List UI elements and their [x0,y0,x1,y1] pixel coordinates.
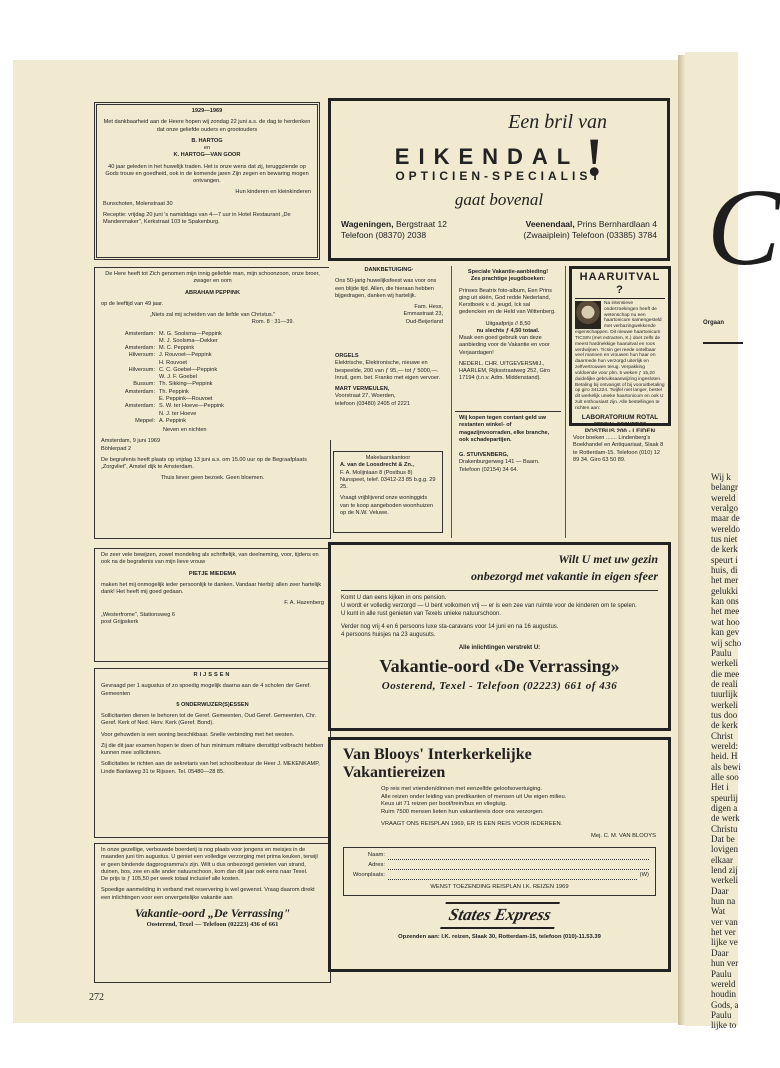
rijssen-p3: Zij die dit jaar examen hopen te doen of hun minimum militaire diensttijd volbracht hebben kunnen mee solliciteren. [101,742,324,757]
dankbetuiging-sign2: Emmastraat 23, [403,311,443,318]
rijssen-title: RIJSSEN [193,672,232,678]
verrassing-big-name: Vakantie-oord «De Verrassing» [379,655,620,676]
haaruitval-photo [575,301,601,329]
makelaar-addr: F. A. Molijnlaan 8 (Postbus 8) Nunspeet, telef. 03412-23 85 b.g.g. 29 25. [340,469,436,491]
peppink-quote: „Niets zal mij scheiden van de liefde van Christus." [149,312,276,319]
haaruitval-lab2: SPECIAL COSMETICS [593,421,647,428]
peppink-family-names [159,418,324,425]
vanblooys-adres-label: Adres: [368,861,385,868]
haaruitval-ad [569,266,671,426]
next-page-text-line: tuurlijk [711,689,738,700]
dankbetuiging-title: DANKBETUIGING· [364,267,414,273]
vanblooys-woonplaats-label: Woonplaats: [352,871,385,878]
makelaar-body: Vraagt vrijblijvend onze woninggids van te koop aangeboden woonhuizen op de N.W. Veluwe. [340,495,433,516]
vanblooys-w-label: (W) [639,871,649,878]
vanblooys-l1: Op reis met vrienden/dinnen met eenzelfde geloofsovertuiging. [381,785,543,792]
next-page-text-line: de kerk [711,544,738,555]
next-page-text-line: de reali [711,678,738,689]
peppink-family-place: Bussum: [133,381,155,388]
verrassing-big-ad [328,542,671,731]
stuivenberg-addr: Drakenburgerweg 141 — Baarn. [459,459,540,466]
peppink-ref: Rom. 8 : 31—39. [251,319,294,326]
next-page-text-line: werkeli [711,658,738,669]
verrassing-big-l3: U kunt in alle rust genieten van Texels unieke natuurschoon. [341,611,501,618]
peppink-family-place: Hilversum: [128,366,155,373]
peppink-name: ABRAHAM PEPPINK [184,289,240,296]
stuivenberg-tel: Telefoon (02154) 34 64. [459,466,519,473]
peppink-family-row [101,345,324,352]
next-page-edge [685,52,780,1031]
jeugdboeken-body2: Maak een goed gebruik van deze aanbieding voor de Vakantie en voor Verjaardagen! [459,335,550,356]
peppink-family-name: W. J. F. Goebel [159,374,197,381]
vanblooys-title2: Vakantiereizen [343,764,446,782]
next-page-text-line: kan ons [711,596,739,607]
vanblooys-footer: Opzenden aan: I.K. reizen, Slaak 30, Rotterdam-15, telefoon (010)-11.53.39 [398,934,601,941]
verrassing-big-head2: onbezorgd met vakantie in eigen sfeer [471,568,658,583]
miedema-body: maken het mij onmogelijk ieder persoonlijk te danken. Vandaar hierbij: allen zeer hartelijk dank! Het heeft mij goed gedaan. [101,581,322,596]
column-rule-2 [565,266,566,538]
next-page-text-line: het ver [711,927,736,938]
next-page-text-line: als bewi [711,761,741,772]
stuivenberg-body: Wij kopen tegen contant geld uw restanten winkel- of magazijnvoorraden, elke branche, ook schadepartijen. [459,415,550,443]
next-page-text-line: die mee [711,668,740,679]
orgels-title: ORGELS [335,353,359,359]
orgels-name: MART VERMEULEN, [335,386,390,393]
next-page-text-line: huis, di [711,565,738,576]
next-page-text-line: Paulu [711,968,732,979]
peppink-family-name: S. W. ter Hoeve—Peppink [159,403,224,410]
peppink-family-row [101,352,324,367]
next-page-text-line: werkeli [711,699,738,710]
eikendal-tagline-2: gaat bovenal [454,189,544,209]
lindenberg-body: Voor boeken ....... Lindenberg's Boekhandel en Antiquariaat, Slaak 8 te Rotterdam-15. Telefoon (010) 12 89 34. Giro 63 50 89. [573,435,664,463]
haaruitval-lab: LABORATORIUM ROTAL [581,413,659,421]
verrassing-small-price: De prijs is ƒ 105,50 per week totaal inclusief alle kosten. [101,876,240,883]
makelaar-name: A. van de Loosdrecht & Zn., [340,462,414,469]
next-page-text-line: Wij k [711,472,731,482]
next-page-text-line: het mee [711,606,740,617]
next-page-text-line: speurt i [711,554,738,565]
peppink-family-name: M. C. Peppink [159,345,195,352]
verrassing-big-head1: Wilt U met uw gezin [558,552,658,566]
next-page-text-line: Wat [711,906,726,917]
peppink-family-names [159,367,324,382]
miedema-notice [94,548,331,662]
next-page-text-line: alle soo [711,771,739,782]
next-page-text-line: het mer [711,575,739,586]
vanblooys-l3: Keus uit 71 reizen per boot/trein/bus en vliegtuig. [381,801,507,808]
verrassing-big-addr: Oosterend, Texel - Telefoon (02223) 661 of 436 [381,680,618,693]
peppink-notice [94,267,331,539]
anniversary-body: 40 jaar geleden in het huwelijk traden. Het is onze wens dat zij, teruggziende op Gods trouw en goedheid, ook in de komende jaren Zijn zegen en bewaring mogen ontvangen. [105,163,309,185]
vanblooys-l2: Alle reizen onder leiding van predikanten of mensen uit Uw eigen milieu. [381,793,567,800]
next-page-text-line: wereld [711,978,736,989]
peppink-family-row [101,367,324,382]
vanblooys-adres-field[interactable] [388,862,649,870]
verrassing-small-body: In onze gezellige, verbouwde boerderij is nog plaats voor jongens en meisjes in de maanden juni t/m augustus. U geniet een volledige verzorging met prima keuken, terwijl er geen bindende dagprogramma's zijn. Wilt u dus onbezorgd genieten van strand, duinen, bos, zee en alle ander natuurschoon, kom dan dit jaar ook eens naar Texel. [101,847,318,875]
miedema-name: PIETJE MIEDEMA [188,570,237,577]
rijssen-p1: Sollicitanten dienen te behoren tot de Geref. Gemeenten, Oud Geref. Gemeenten, Chr. Geref. Kerk of Ned. Herv. Kerk (Geref. Bond). [101,713,317,727]
peppink-age: op de leeftijd van 49 jaar. [101,300,164,307]
anniversary-address: Bunschoten, Molenstraat 30 [103,200,173,207]
stuivenberg-name: G. STUIVENBERG, [459,452,509,459]
verrassing-small-advice: Spoedige aanmelding in verband met reservering is wel gewenst. Vraag daarom direkt een inlichtingen voor een onvergetelijke vakantie aan [101,887,315,901]
jeugdboeken-title: Speciale Vakantie-aanbieding! [467,269,549,275]
peppink-family-name: N. J. ter Hoeve [159,410,197,417]
eikendal-tagline-1: Een bril van [508,111,607,133]
miedema-intro: De zeer vele bewijzen, zowel mondeling als schriftelijk, van deelneming, voor, tijdens en ook na de begrafenis van mijn lieve vrouw [101,552,319,566]
miedema-sign: F. A. Hazenberg [284,600,324,607]
jeugdboeken-title2: Zes prachtige jeugdboeken: [470,276,546,283]
vanblooys-naam-label: Naam: [367,851,385,858]
anniversary-notice [94,102,320,260]
jeugdboeken-publisher: NEDERL. CHR. UITGEVERSMIJ., HAARLEM, Rijksstraatweg 252, Giro 17194 (t.n.v. Adm. Middenstand). [459,360,551,382]
miedema-addr1: „Westerfrome", Stationsweg 6 [101,611,176,618]
verrassing-big-l4: Verder nog vrij 4 en 6 persoons luxe sta-caravans voor 14 juni en na 16 augustus. [341,623,559,630]
next-page-text-line: Gods, a [711,999,739,1010]
next-page-text-line: wat hoo [711,616,740,627]
verrassing-big-info: Alle inlichtingen verstrekt U: [458,644,541,651]
peppink-family-row [101,381,324,388]
peppink-family-row [101,389,324,404]
peppink-family-place: Amsterdam: [124,330,155,337]
makelaar-ad [333,451,443,533]
next-page-text-line: hun ver [711,958,739,969]
vanblooys-vraagt: VRAAGT ONS REISPLAN 1969, ER IS EEN REIS VOOR IEDEREEN. [381,821,563,828]
jeugdboeken-ad [453,266,563,408]
page-number: 272 [89,992,104,1003]
next-page-text-line: wij scho [711,637,742,648]
orgels-body: Elektrische, Elektronische, nieuwe en bespeelde, 200 van ƒ 95,— tot ƒ 5000,—. Inruil, gem. bet. Franko met eigen vervoer. [335,360,441,381]
dankbetuiging-sign3: Oud-Beijerland [405,318,443,325]
next-page-text-line: wereld: [711,740,738,751]
peppink-family-name: A. Peppink [159,417,187,424]
jeugdboeken-price-new: nu slechts ƒ 4,50 totaal. [476,327,540,334]
peppink-family-place: Amsterdam: [124,403,155,410]
next-page-text-line: lovigen [711,844,738,855]
rijssen-vacancy-title: 5 ONDERWIJZER(S)ESSEN [176,701,249,708]
anniversary-name2: K. HARTOG—VAN GOOR [173,152,241,159]
vanblooys-l4: Ruim 7500 mensen lieten hun vakantiereis door ons verzorgen. [381,809,544,816]
next-page-text-line: wereld [711,492,736,503]
eikendal-ad [328,98,670,261]
anniversary-en: en [203,145,211,152]
vanblooys-ad [328,737,671,972]
next-page-text-line: kan gev [711,627,740,638]
next-page-text-line: veralgo [711,503,738,514]
peppink-family-name: Th. Peppink [159,388,189,395]
eikendal-r-street: Prins Bernhardlaan 4 [577,218,657,229]
next-page-text-line: speurlij [711,792,738,803]
eikendal-l-city: Wageningen, [341,218,394,229]
column-rule-1 [451,266,452,538]
next-page-text-line: houdin [711,989,737,1000]
peppink-family-place: Meppel: [135,417,155,424]
next-page-text-line: lend zij [711,865,738,876]
peppink-family-names [159,381,324,388]
eikendal-l-phone: Telefoon (08370) 2038 [341,230,427,241]
next-page-text-line: Paulu [711,1009,732,1020]
peppink-family-names [159,352,324,367]
lindenberg-ad [567,432,673,492]
next-page-text-line: tus doo [711,709,738,720]
vanblooys-wenst: WENST TOEZENDING REISPLAN I.K. REIZEN 1969 [430,883,569,890]
peppink-family-names [159,331,324,346]
next-page-text-line: heid. H [711,751,738,762]
next-page-text-line: de werk [711,813,740,824]
vanblooys-sign: Mej. C. M. VAN BLOOYS [591,832,656,839]
next-page-text-line: tus niet [711,534,738,545]
peppink-visit: Thuis liever geen bezoek. Geen bloemen. [160,475,265,482]
next-page-text-line: maar de [711,513,740,524]
eikendal-l-street: Bergstraat 12 [395,218,447,229]
next-page-rule [703,342,743,344]
peppink-family-place: Amsterdam: [124,388,155,395]
peppink-family-name: M. G. Soolsma—Peppink [159,330,222,337]
eikendal-veenendaal [523,219,657,242]
next-page-text-line: Christu [711,823,738,834]
next-page-text-line: Daar [711,885,729,896]
verrassing-big-rule [341,590,658,591]
rijssen-p4: Sollicitaties te richten aan de sekretaris van het schoolbestuur de Heer J. MEKENKAMP, Linde Banlaweg 31 te Rijssen. Tel. 05480—28 85. [101,761,320,775]
verrassing-small-addr: Oosterend, Texel — Telefoon (02223) 436 of 661 [146,921,279,929]
peppink-family-name: C. C. Goebel—Peppink [159,366,218,373]
peppink-family-name: Th. Sikking—Peppink [159,381,213,388]
next-page-text-line: digen a [711,803,738,813]
vanblooys-naam-field[interactable] [388,852,649,860]
next-page-text-line: lijke to [711,1020,737,1031]
dankbetuiging-sign1: Fam. Hess, [414,304,443,311]
peppink-family-names [159,403,324,418]
page-spine [678,55,685,1025]
next-page-text-line: elkaar [711,854,733,865]
peppink-street: Böhlerpad 2 [101,445,132,452]
haaruitval-body: Na intensieve onderzoekingen heeft de wetenschap nu een haartonicum samengesteld met verbazingwekkende eigenschappen. Dit nieuwe haartonicum TICSIN (met extracten, K.) doet zelfs de meest hardnekkige haaruitval en roos verdwijnen. Ticsin geï reede ontelbaar veel mannen en vrouwen hun haar en daarmede hun verzorgd uiterlijk en zelfvertrouwen terug. Verpakking voldoende voor plm. 5 weken ƒ 15,20 duidelijke gebruiksaanwijzing ingesloten. Betaling bij ontvangst of bij vooruitbetaling op giro 341224. Twijfel niet langer, bestel dit werkelijk unieke haartonicum en ook U zult enthousiast zijn. Alle bestellingen te richten aan: [575,300,665,411]
stuivenberg-ad [453,412,563,532]
eikendal-name: EIKENDAL [394,143,580,169]
peppink-family-place: Hilversum: [128,352,155,359]
verrassing-big-l2: U wordt er volledig verzorgd — U bent volkomen vrij — er is een zee van ruimte voor de kinderen om te spelen. [341,602,637,609]
rijssen-p2: Voor gehuwden is een woning beschikbaar. Snelle verbinding met het westen. [101,731,295,738]
eikendal-r-phone: (Zwaaiplein) Telefoon (03385) 3784 [523,230,657,241]
next-page-text-line: belangr [711,482,738,493]
peppink-family-row [101,331,324,346]
peppink-family-name: M. J. Soolsma—Dekker [159,337,218,344]
haaruitval-title: HAARUITVAL ? [575,271,665,299]
anniversary-reception: Receptie: vrijdag 20 juni 's namiddags van 4—7 uur in Hotel Restaurant „De Mandenmaker", Kerkstraat 103 te Spakenburg. [103,211,291,226]
next-page-text-line: Paulu [711,647,732,658]
eikendal-exclaim: ! [585,127,604,187]
vanblooys-logo: States Express [440,902,559,929]
next-page-title-letter: C [707,166,780,288]
orgels-ad [329,350,449,440]
rijssen-intro: Gevraagd per 1 augustus of zo spoedig mogelijk daarna aan de 4 scholen der Geref. Gemeenten [101,683,311,697]
vanblooys-title1: Van Blooys' Interkerkelijke [343,746,532,763]
jeugdboeken-price-old: Uitgaafprijs // 8,50 [485,320,531,327]
anniversary-intro: Met dankbaarheid aan de Heere hopen wij zondag 22 juni a.s. de dag te herdenken dat onze geliefde ouders en grootouders [103,119,311,133]
next-page-text-line: werkeli [711,875,738,886]
next-page-text-line: de kerk [711,720,738,731]
peppink-intro: De Here heeft tot Zich genomen mijn innig geliefde man, mijn schoonzoon, onze broer, zwager en oom [105,271,320,285]
next-page-text-line: lijke ve [711,937,738,948]
newspaper-page [13,60,680,1023]
verrassing-small-name: Vakantie-oord „De Verrassing" [134,905,291,920]
peppink-family-name: J. Rouvoet—Peppink [159,352,212,359]
peppink-neven: Neven en nichten [163,427,207,434]
next-page-text-line: ver van [711,916,738,927]
next-page-text-line: Daar [711,947,729,958]
dankbetuiging-body: Ons 50-jarig huwelijksfeest was voor ons een blijde tijd. Allen, die hieraan hebben bijgedragen, danken wij hartelijk. [335,278,437,299]
verrassing-small-ad [94,843,331,983]
peppink-family-row [101,418,324,425]
vanblooys-woonplaats-field[interactable] [388,872,637,880]
peppink-place-date: Amsterdam, 9 juni 1969 [101,438,161,445]
jeugdboeken-body: Prinses Beatrix foto-album, Een Prins ging uit skiën, God redde Nederland, Kerstboek v. d. jeugd, Ick sal gedencken en de Held van Wittenberg. [459,287,556,316]
anniversary-sign: Hun kinderen en kleinkinderen [235,189,311,196]
next-page-text-line: gelukki [711,585,738,596]
verrassing-big-l5: 4 persoons huisjes na 23 augusuts. [341,632,436,639]
peppink-burial: De begrafenis heeft plaats op vrijdag 13 juni a.s. om 15.00 uur op de Begraafplaats „Zorgvliet", Amstel dijk te Amsterdam. [101,456,307,471]
peppink-family-names [159,389,324,404]
peppink-family-names [159,345,324,352]
orgels-addr: Voorstraat 27, Woerden, [335,393,396,400]
next-page-text [711,472,741,1031]
peppink-family-place: Amsterdam: [124,345,155,352]
makelaar-title: Makelaarskantoor [365,455,411,461]
eikendal-wageningen [341,219,447,242]
miedema-addr2: post Grijpskerk [101,618,139,625]
next-page-text-line: Het i [711,782,729,793]
peppink-family-name: E. Peppink—Rouvoet [159,395,213,402]
peppink-family-name: H. Rouvoet [159,359,187,366]
orgels-tel: telefoon (03480) 2405 of 2221 [335,400,410,407]
next-page-text-line: Dat be [711,834,735,845]
eikendal-r-city: Veenendaal, [525,218,575,229]
peppink-family-list [101,331,324,425]
verrassing-big-l1: Komt U dan eens kijken in ons pension. [341,594,447,601]
next-page-organ: Orgaan [703,320,725,326]
anniversary-years: 1929—1969 [191,108,223,114]
anniversary-name1: B. HARTOG [191,137,223,144]
rijssen-vacancy [94,668,331,838]
next-page-text-line: wereldo [711,523,740,534]
eikendal-subtitle: OPTICIEN-SPECIALIST [395,169,603,183]
peppink-family-row [101,403,324,418]
next-page-text-line: Christ [711,730,734,741]
next-page-text-line: hun na [711,896,736,907]
